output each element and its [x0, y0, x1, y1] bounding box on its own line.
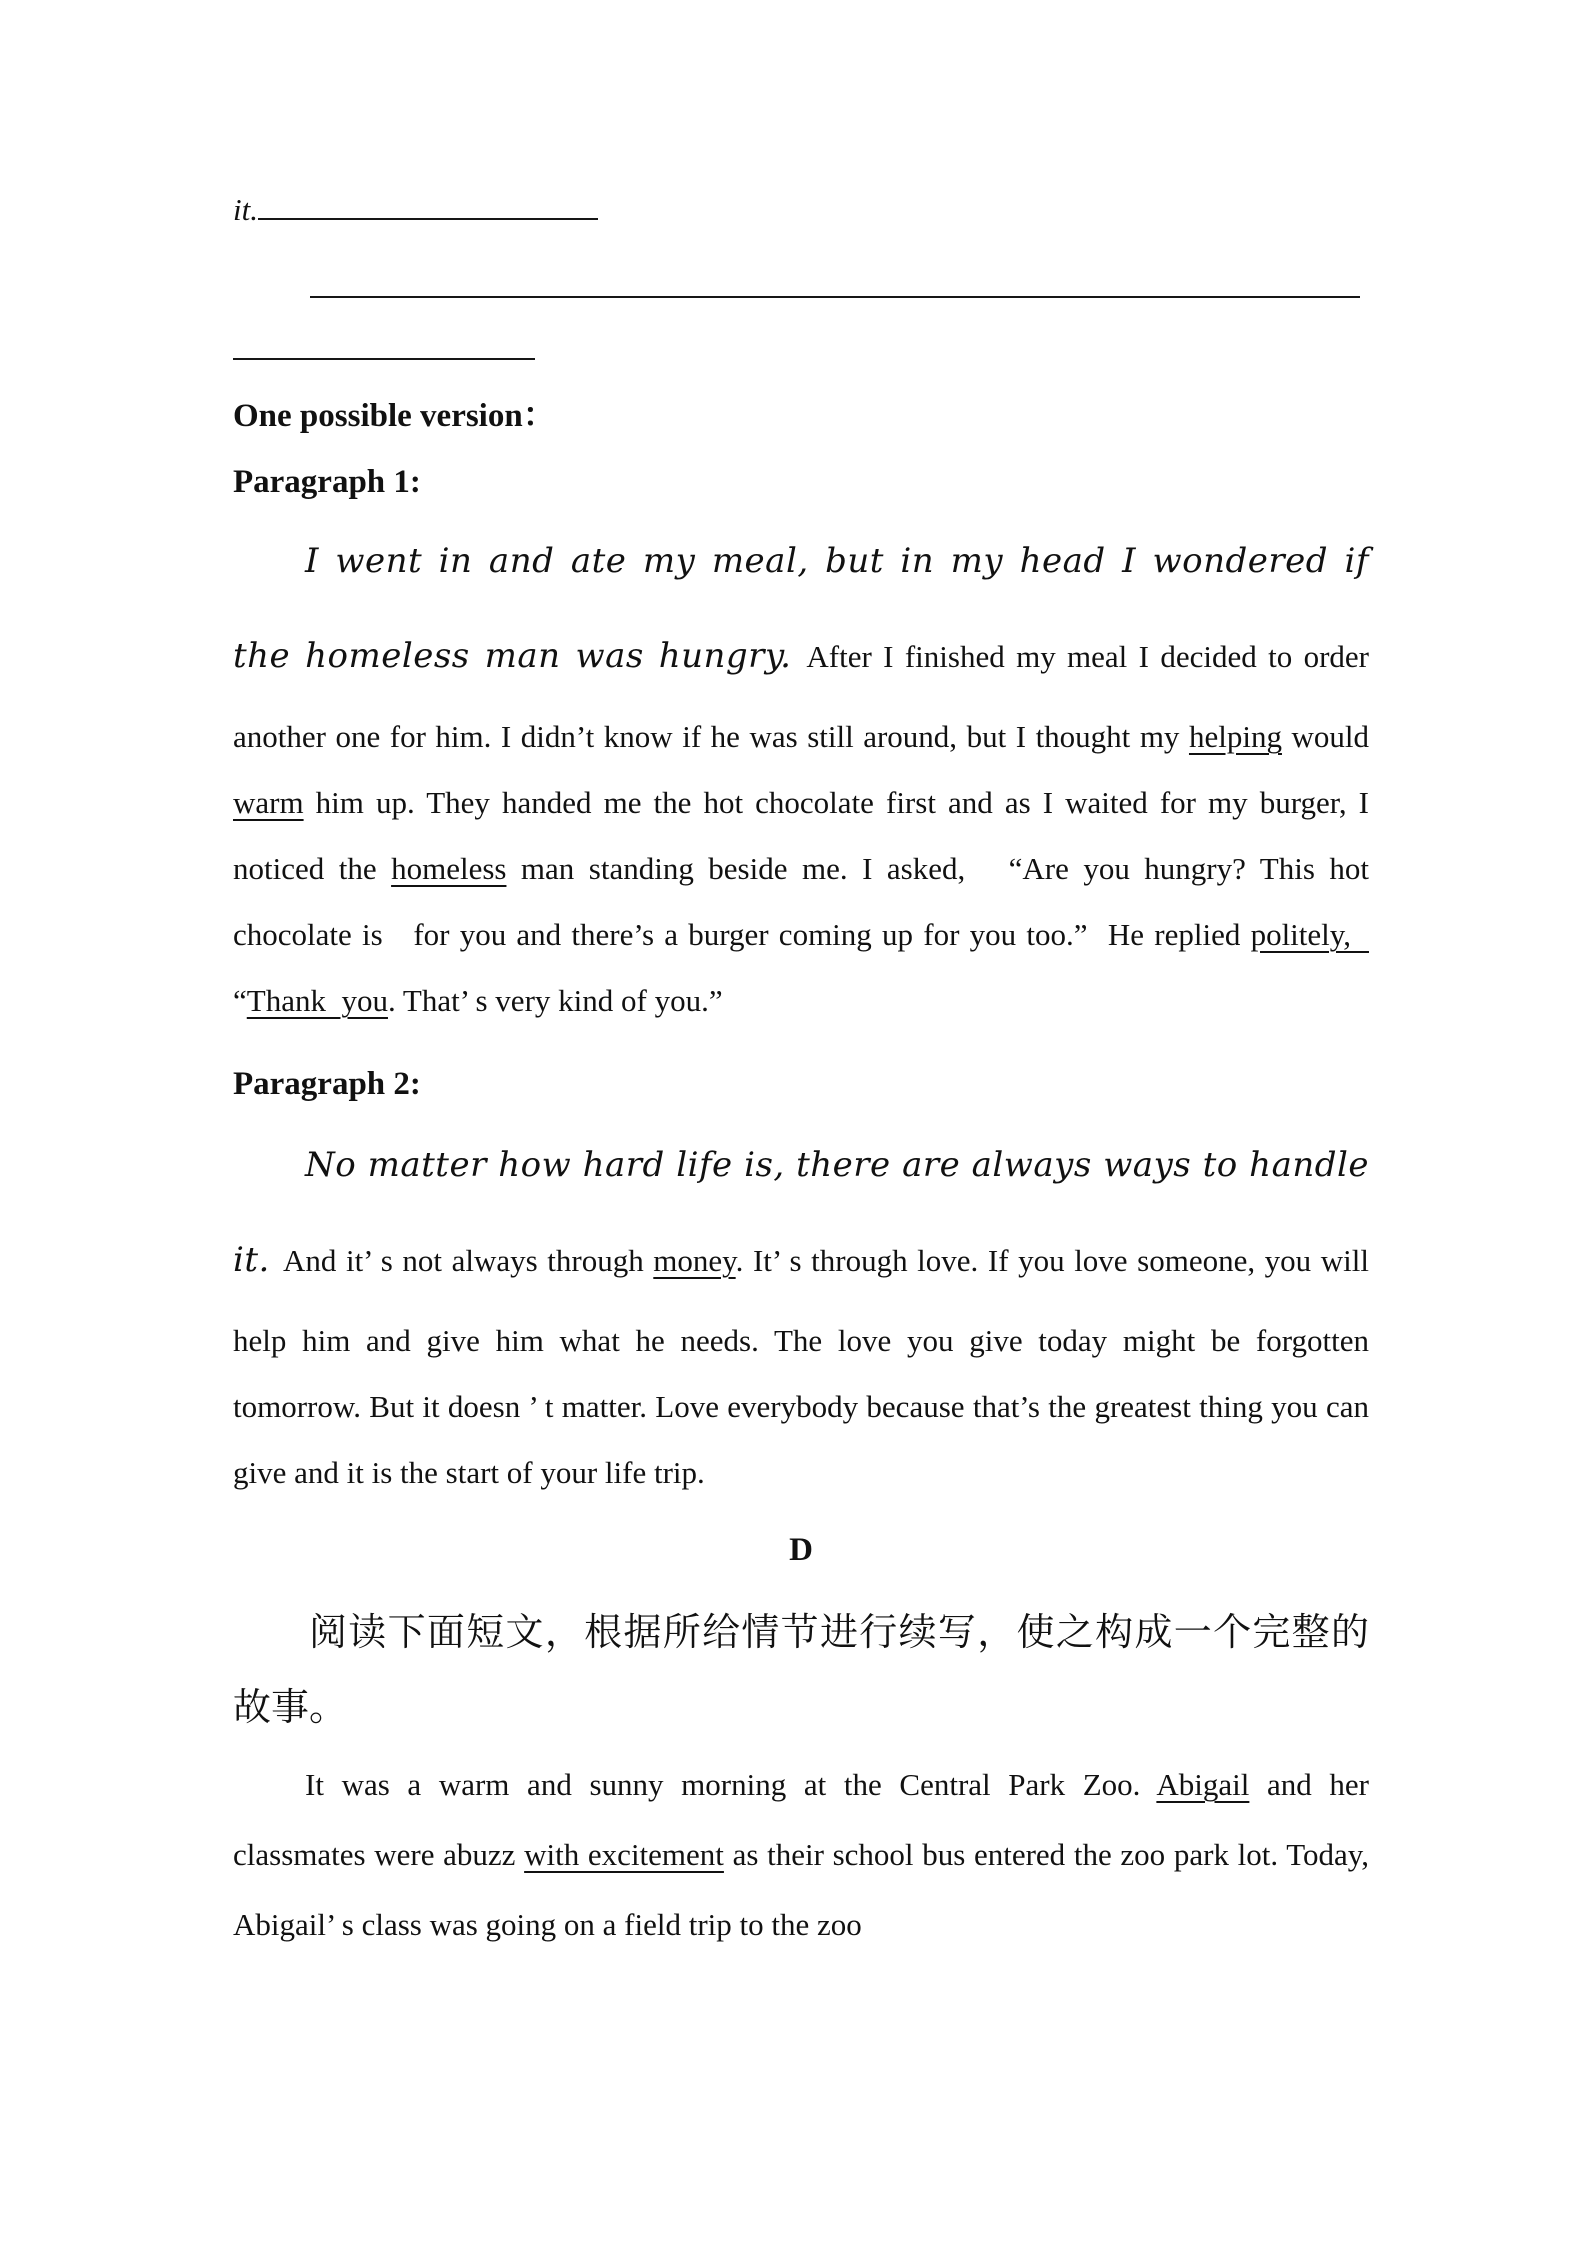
answer-blank-line-short [233, 358, 535, 360]
underlined-word: Abigail [1156, 1767, 1250, 1802]
text-segment: . That’ s very kind of you.” [387, 983, 723, 1018]
underlined-word: politely, [1250, 917, 1369, 952]
text-segment: After I finished my meal I decided to order another one for him. I didn’t know if he was still around, but I thought my [233, 639, 1369, 754]
fragment-text: it. [233, 192, 258, 227]
text-segment: as their school bus entered the zoo park lot. Today, Abigail’ s class was going on a field trip to the zoo [233, 1837, 1369, 1942]
underlined-word: with excitement [524, 1837, 724, 1872]
continuation-line [233, 190, 1369, 230]
answer-blank-line-long [310, 296, 1360, 298]
answer-blank-line [258, 216, 598, 220]
paragraph-1-heading: Paragraph 1: [233, 464, 421, 500]
text-segment: . It’ s through love. If you love someone, you will help him and give him what he needs. The love you give today might be forgotten tomorrow. But it doesn ’ t matter. Love everybody because that’s the greatest thing you can give and it is the start of your life trip. [233, 1243, 1369, 1490]
section-d-label: D [789, 1532, 813, 1568]
text-segment: It was a warm and sunny morning at the Central Park Zoo. [305, 1767, 1157, 1802]
chinese-instruction: 阅读下面短文，根据所给情节进行续写，使之构成一个完整的故事。 [233, 1612, 1369, 1729]
paragraph-2 [233, 1118, 1369, 1506]
underlined-word: helping [1188, 719, 1282, 754]
text-segment: man standing beside me. I asked, “Are you hungry? This hot chocolate is for you and there’s a burger coming up for you too.” He replied [233, 851, 1369, 952]
underlined-word: money [653, 1243, 736, 1278]
underlined-word: warm [233, 785, 304, 820]
text-segment: him up. They handed me the hot chocolate first and as I waited for my burger, I noticed the [233, 785, 1369, 886]
paragraph-2-heading: Paragraph 2: [233, 1066, 421, 1102]
answer-key-heading: One possible version： [233, 398, 556, 434]
underlined-word: Thank you [246, 983, 388, 1018]
text-segment: I went in and ate my meal, but in my head I wondered if the homeless man was hungry. [233, 541, 1369, 676]
underlined-word: homeless [391, 851, 507, 886]
story-paragraph [233, 1750, 1369, 1960]
paragraph-1 [233, 514, 1369, 1034]
text-segment: “ [233, 983, 247, 1018]
text-segment: And it’ s not always through [282, 1243, 654, 1278]
text-segment: and her classmates were abuzz [233, 1767, 1370, 1872]
text-segment: would [1281, 719, 1369, 754]
text-segment: No matter how hard life is, there are always ways to handle it. [233, 1145, 1369, 1280]
